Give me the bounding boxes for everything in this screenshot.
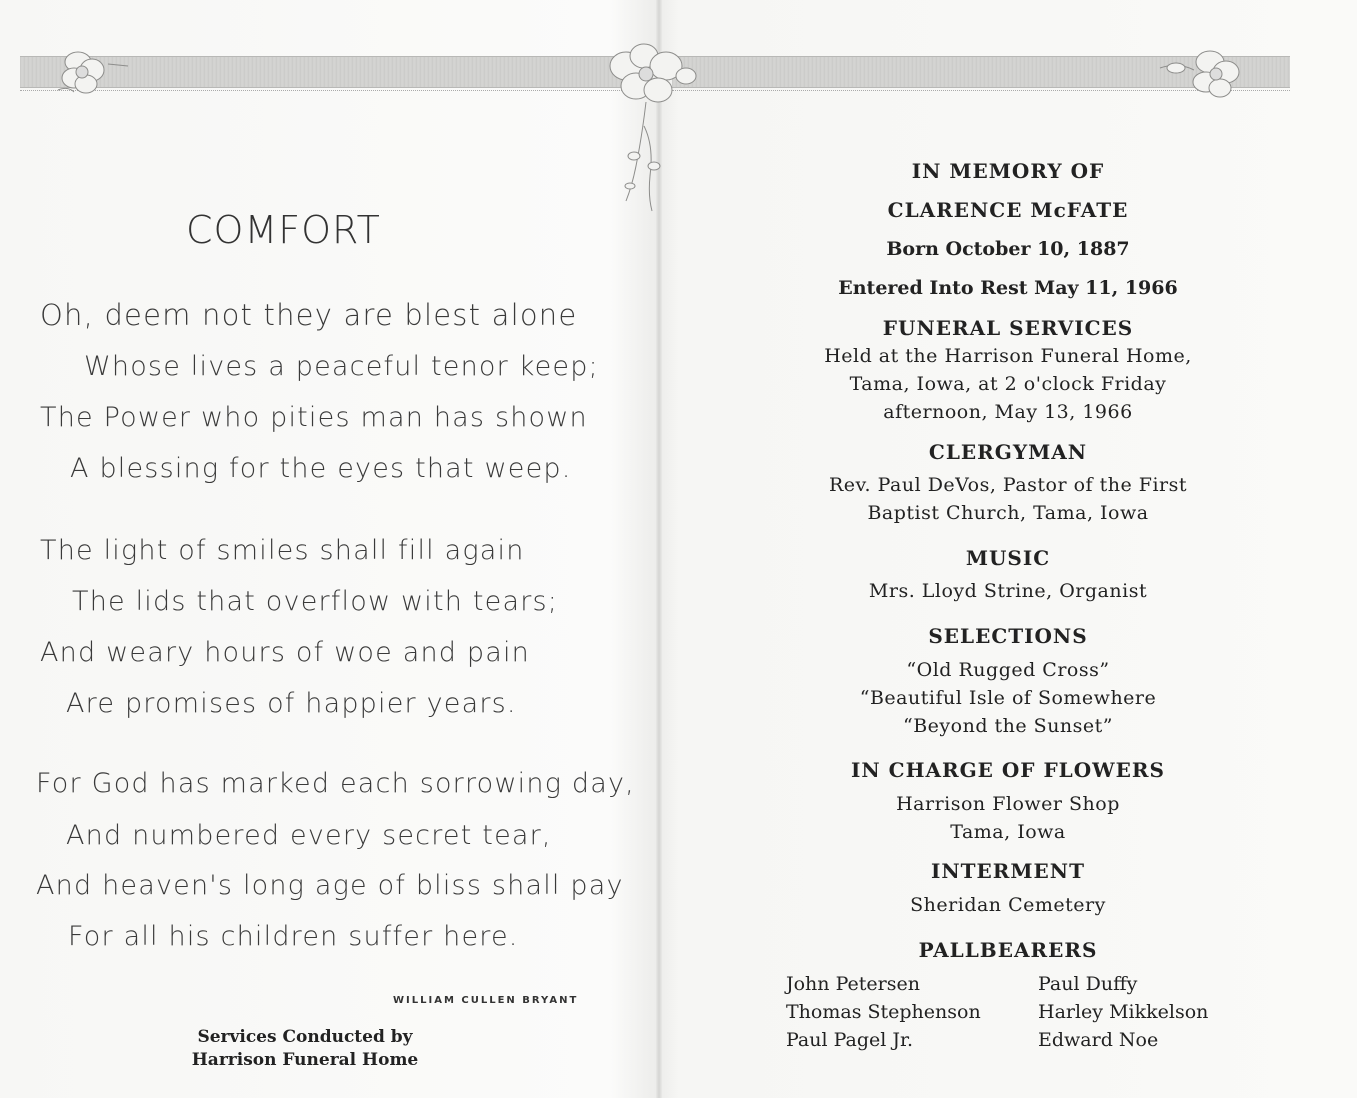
- pallbearers-heading: PALLBEARERS: [918, 938, 1098, 962]
- poem-line: Whose lives a peaceful tenor keep;: [84, 351, 599, 382]
- services-conducted-line: Services Conducted by: [197, 1027, 413, 1047]
- flowers-line: Tama, Iowa: [950, 821, 1066, 843]
- pallbearer-name: John Petersen: [786, 973, 920, 995]
- selection-item: “Beyond the Sunset”: [902, 715, 1114, 737]
- funeral-services-line: Held at the Harrison Funeral Home,: [824, 345, 1192, 367]
- selection-item: “Beautiful Isle of Somewhere: [859, 687, 1157, 709]
- in-memory-heading: IN MEMORY OF: [911, 159, 1105, 183]
- poem-line: For all his children suffer here.: [68, 921, 519, 952]
- poem-line: And weary hours of woe and pain: [40, 637, 530, 668]
- poem-line: The lids that overflow with tears;: [72, 586, 559, 617]
- pallbearer-name: Harley Mikkelson: [1038, 1001, 1209, 1023]
- poem-author: WILLIAM CULLEN BRYANT: [393, 995, 579, 1006]
- poem-line: Oh, deem not they are blest alone: [40, 298, 578, 332]
- pallbearer-name: Thomas Stephenson: [786, 1001, 981, 1023]
- funeral-home-line: Harrison Funeral Home: [191, 1050, 419, 1070]
- music-line: Mrs. Lloyd Strine, Organist: [868, 580, 1148, 602]
- pallbearer-name: Paul Pagel Jr.: [786, 1029, 914, 1051]
- poem-line: Are promises of happier years.: [66, 688, 517, 719]
- flower-icon: [1150, 40, 1250, 100]
- interment-heading: INTERMENT: [931, 859, 1085, 883]
- funeral-services-line: Tama, Iowa, at 2 o'clock Friday: [849, 373, 1167, 395]
- poem-line: For God has marked each sorrowing day,: [36, 768, 635, 799]
- poem-line: And numbered every secret tear,: [66, 820, 552, 851]
- clergyman-line: Baptist Church, Tama, Iowa: [867, 502, 1149, 524]
- flowers-heading: IN CHARGE OF FLOWERS: [851, 758, 1165, 782]
- pallbearer-name: Edward Noe: [1038, 1029, 1159, 1051]
- hanging-flower-icon: [596, 36, 706, 226]
- clergyman-line: Rev. Paul DeVos, Pastor of the First: [828, 474, 1188, 496]
- poem-line: A blessing for the eyes that weep.: [70, 453, 572, 484]
- poem-line: The Power who pities man has shown: [40, 402, 588, 433]
- clergyman-heading: CLERGYMAN: [928, 440, 1088, 464]
- flower-icon: [48, 40, 138, 100]
- interment-line: Sheridan Cemetery: [910, 894, 1106, 916]
- selection-item: “Old Rugged Cross”: [906, 659, 1110, 681]
- funeral-services-line: afternoon, May 13, 1966: [883, 401, 1133, 423]
- funeral-services-heading: FUNERAL SERVICES: [882, 316, 1134, 340]
- pallbearer-name: Paul Duffy: [1038, 973, 1138, 995]
- poem-line: The light of smiles shall fill again: [40, 535, 525, 566]
- music-heading: MUSIC: [965, 546, 1051, 570]
- deceased-name: CLARENCE McFATE: [887, 198, 1129, 222]
- poem-title: COMFORT: [186, 208, 381, 252]
- birth-date: Born October 10, 1887: [886, 238, 1130, 260]
- flowers-line: Harrison Flower Shop: [896, 793, 1120, 815]
- poem-line: And heaven's long age of bliss shall pay: [36, 870, 624, 901]
- selections-heading: SELECTIONS: [928, 624, 1088, 648]
- death-date: Entered Into Rest May 11, 1966: [838, 277, 1178, 299]
